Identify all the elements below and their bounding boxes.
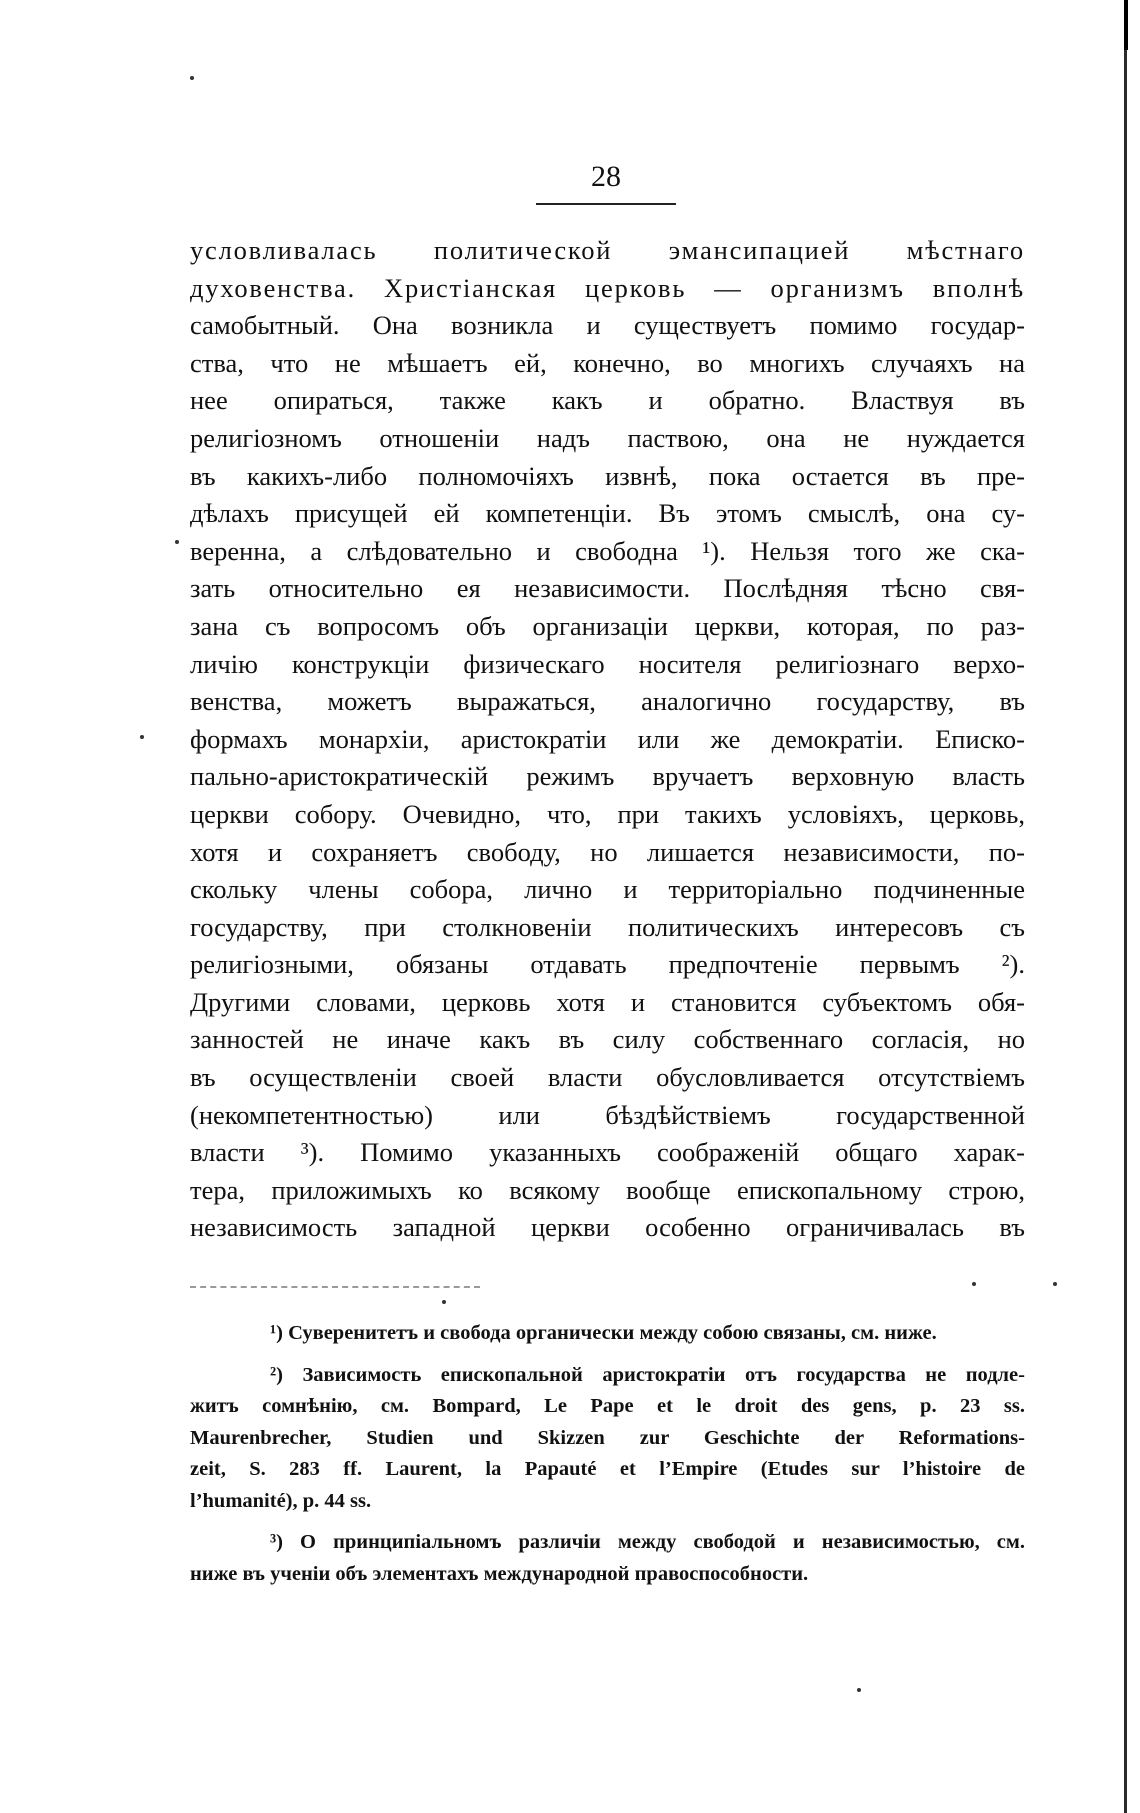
page-binding-edge xyxy=(1124,0,1127,1813)
text-line: религіозными, обязаны отдавать предпочтеніе первымъ ²). xyxy=(190,949,1025,980)
text-line: ства, что не мѣшаетъ ей, конечно, во многихъ случаяхъ на xyxy=(190,347,1025,378)
text-line: религіозномъ отношеніи надъ паствою, она не нуждается xyxy=(190,422,1025,453)
footnote-gap xyxy=(190,1517,1025,1527)
text-line: нее опираться, также какъ и обратно. Властвуя въ xyxy=(190,385,1025,416)
scan-speck xyxy=(140,735,144,739)
footnotes xyxy=(190,1318,1025,1590)
footnote-3-line: ³) О принципіальномъ различіи между свободой и независимостью, см. xyxy=(270,1531,1025,1553)
text-line: государству, при столкновеніи политическихъ интересовъ съ xyxy=(190,911,1025,942)
text-line: дѣлахъ присущей ей компетенціи. Въ этомъ смыслѣ, она су- xyxy=(190,498,1025,529)
scan-speck xyxy=(972,1282,976,1286)
footnote-2-line: l’humanité), p. 44 ss. xyxy=(190,1489,372,1512)
text-line: личію конструкціи физическаго носителя религіознаго верхо- xyxy=(190,648,1025,679)
text-line: венства, можетъ выражаться, аналогично государству, въ xyxy=(190,686,1025,717)
page-number-rule xyxy=(536,203,676,205)
scan-speck xyxy=(190,76,194,80)
text-line: тера, приложимыхъ ко всякому вообще епископальному строю, xyxy=(190,1174,1025,1205)
text-line: Другими словами, церковь хотя и становится субъектомъ обя- xyxy=(190,986,1025,1017)
text-line: церкви собору. Очевидно, что, при такихъ условіяхъ, церковь, xyxy=(190,798,1025,829)
footnote-gap xyxy=(190,1350,1025,1360)
scan-speck xyxy=(442,1300,446,1304)
text-line: зать относительно ея независимости. Послѣдняя тѣсно свя- xyxy=(190,573,1025,604)
page-number: 28 xyxy=(591,160,621,193)
scan-speck xyxy=(857,1688,861,1692)
text-line: въ какихъ-либо полномочіяхъ извнѣ, пока остается въ пре- xyxy=(190,460,1025,491)
page-binding-edge-top xyxy=(1124,0,1128,50)
text-line: независимость западной церкви особенно ограничивалась въ xyxy=(190,1212,1025,1243)
text-line: скольку члены собора, лично и территоріально подчиненные xyxy=(190,874,1025,905)
text-line: веренна, а слѣдовательно и свободна ¹). Нельзя того же ска- xyxy=(190,535,1025,566)
text-line: условливалась политической эмансипацией мѣстнаго xyxy=(190,235,1025,265)
footnote-1: ¹) Суверенитетъ и свобода органически между собою связаны, см. ниже. xyxy=(270,1322,937,1344)
text-line: пально-аристократическій режимъ вручаетъ верховную власть xyxy=(190,761,1025,792)
text-line: (некомпетентностью) или бѣздѣйствіемъ государственной xyxy=(190,1099,1025,1130)
text-line: духовенства. Христіанская церковь — организмъ вполнѣ xyxy=(190,272,1025,303)
footnote-2-line: zeit, S. 283 ff. Laurent, la Papauté et l’Empire (Etudes sur l’histoire de xyxy=(190,1458,1025,1480)
scan-speck xyxy=(175,540,179,544)
text-line: хотя и сохраняетъ свободу, но лишается независимости, по- xyxy=(190,836,1025,867)
footnote-2-line: житъ сомнѣнію, см. Bompard, Le Pape et le droit des gens, p. 23 ss. xyxy=(190,1395,1025,1417)
page-number-container xyxy=(536,160,676,194)
text-line: въ осуществленіи своей власти обусловливается отсутствіемъ xyxy=(190,1062,1025,1093)
footnote-2-line: Maurenbrecher, Studien und Skizzen zur Geschichte der Reformations- xyxy=(190,1426,1025,1449)
footnote-3-line: ниже въ ученіи объ элементахъ международной правоспособности. xyxy=(190,1562,809,1585)
footnote-separator xyxy=(190,1286,480,1288)
text-line: занностей не иначе какъ въ силу собственнаго согласія, но xyxy=(190,1024,1025,1055)
main-text xyxy=(190,232,1025,1247)
footnote-2-line: ²) Зависимость епископальной аристократіи отъ государства не подле- xyxy=(270,1363,1025,1386)
scan-speck xyxy=(1053,1282,1057,1286)
text-line: самобытный. Она возникла и существуетъ помимо государ- xyxy=(190,310,1025,341)
text-line: формахъ монархіи, аристократіи или же демократіи. Еписко- xyxy=(190,723,1025,754)
text-line: власти ³). Помимо указанныхъ соображеній общаго харак- xyxy=(190,1137,1025,1168)
text-line: зана съ вопросомъ объ организаціи церкви, которая, по раз- xyxy=(190,610,1025,641)
